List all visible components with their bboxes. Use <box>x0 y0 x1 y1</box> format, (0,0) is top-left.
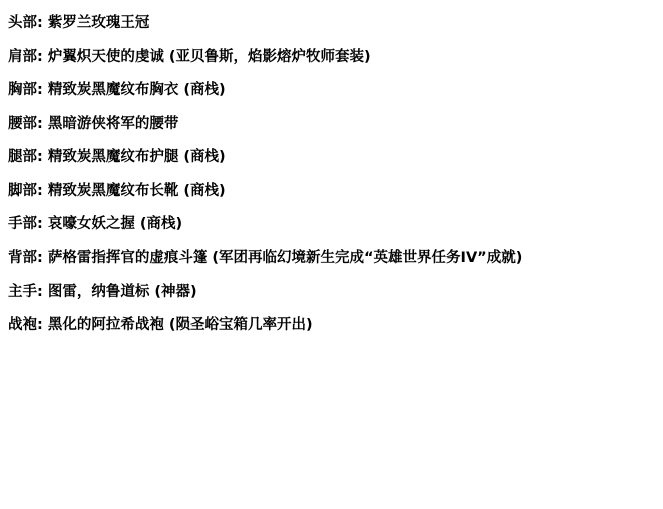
gear-separator: : <box>37 48 48 65</box>
row-spacer <box>0 74 663 81</box>
row-spacer <box>0 208 663 215</box>
gear-item-name: 图雷，纳鲁道标 (神器) <box>47 283 197 300</box>
gear-item-name: 精致炭黑魔纹布护腿 (商栈) <box>47 149 226 166</box>
gear-slot-label: 主手 <box>8 283 37 300</box>
row-spacer <box>0 302 663 309</box>
row-spacer <box>0 41 663 48</box>
gear-row <box>0 48 663 68</box>
gear-slot-label: 腰部 <box>8 115 37 132</box>
gear-item-name: 萨格雷指挥官的虚痕斗篷 (军团再临幻境新生完成“英雄世界任务IV”成就) <box>47 249 523 266</box>
gear-item-name: 精致炭黑魔纹布胸衣 (商栈) <box>47 82 226 99</box>
gear-separator: : <box>37 249 48 266</box>
gear-separator: : <box>37 115 48 132</box>
gear-row <box>0 81 663 101</box>
row-spacer <box>0 175 663 182</box>
gear-slot-label: 战袍 <box>8 317 37 334</box>
gear-separator: : <box>37 283 48 300</box>
gear-row <box>0 249 663 269</box>
gear-item-name: 炉翼炽天使的虔诚 (亚贝鲁斯，焰影熔炉牧师套装) <box>47 48 371 65</box>
gear-slot-label: 头部 <box>8 15 37 31</box>
gear-item-name: 紫罗兰玫瑰王冠 <box>47 15 150 31</box>
row-spacer <box>0 108 663 115</box>
gear-item-name: 黑暗游侠将军的腰带 <box>47 115 179 132</box>
gear-row <box>0 182 663 202</box>
gear-separator: : <box>37 82 48 99</box>
row-spacer <box>0 269 663 276</box>
gear-slot-label: 背部 <box>8 249 37 266</box>
gear-row <box>0 283 663 303</box>
row-spacer <box>0 168 663 175</box>
gear-separator: : <box>37 317 48 334</box>
row-spacer <box>0 309 663 316</box>
row-spacer <box>0 242 663 249</box>
row-spacer <box>0 201 663 208</box>
gear-separator: : <box>37 182 48 199</box>
row-spacer <box>0 101 663 108</box>
gear-slot-label: 肩部 <box>8 48 37 65</box>
gear-row <box>0 14 663 34</box>
gear-item-name: 精致炭黑魔纹布长靴 (商栈) <box>47 182 226 199</box>
gear-row <box>0 115 663 135</box>
gear-separator: : <box>37 149 48 166</box>
gear-slot-label: 腿部 <box>8 149 37 166</box>
row-spacer <box>0 141 663 148</box>
gear-slot-label: 胸部 <box>8 82 37 99</box>
row-spacer <box>0 134 663 141</box>
row-spacer <box>0 67 663 74</box>
gear-row <box>0 148 663 168</box>
row-spacer <box>0 276 663 283</box>
gear-row <box>0 316 663 336</box>
gear-slot-label: 手部 <box>8 216 37 233</box>
gear-item-name: 黑化的阿拉希战袍 (陨圣峪宝箱几率开出) <box>47 317 313 334</box>
gear-separator: : <box>37 15 48 31</box>
gear-row <box>0 215 663 235</box>
gear-separator: : <box>37 216 48 233</box>
gear-item-name: 哀嚎女妖之握 (商栈) <box>47 216 183 233</box>
row-spacer <box>0 235 663 242</box>
row-spacer <box>0 34 663 41</box>
gear-slot-label: 脚部 <box>8 182 37 199</box>
